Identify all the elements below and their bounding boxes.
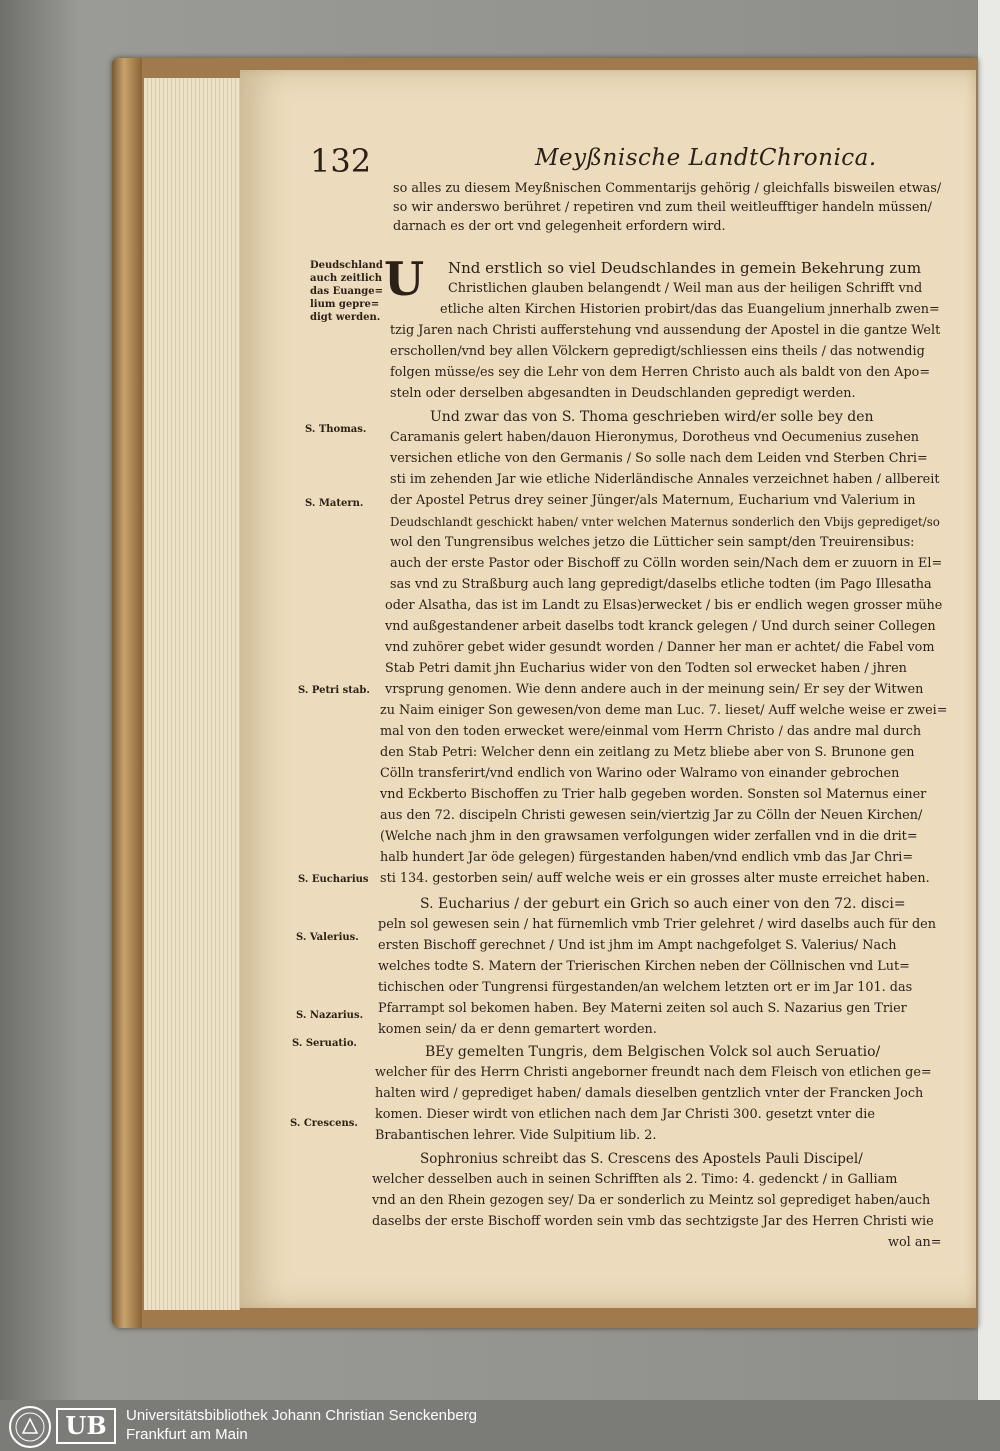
library-footer bbox=[0, 1400, 1000, 1451]
text-line: vnd Eckberto Bischoffen zu Trier halb gegeben worden. Sonsten sol Maternus einer bbox=[380, 787, 927, 802]
page-edges bbox=[144, 78, 240, 1310]
text-line: vnd außgestandener arbeit daselbs todt kranck gelegen / Und durch seiner Collegen bbox=[385, 619, 936, 634]
running-title: Meyßnische LandtChronica. bbox=[535, 145, 877, 171]
text-line: oder Alsatha, das ist im Landt zu Elsas)erwecket / bis er endlich wegen grosser mühe bbox=[385, 598, 943, 613]
text-line: welcher desselben auch in seinen Schrifften als 2. Timo: 4. gedenckt / in Galliam bbox=[372, 1172, 898, 1187]
margin-note: S. Nazarius. bbox=[296, 1010, 364, 1021]
text-line: welcher für des Herrn Christi angeborner freundt nach dem Fleisch von etlichen ge= bbox=[375, 1065, 932, 1080]
text-line: mal von den toden erwecket were/einmal vom Herrn Christo / das andre mal durch bbox=[380, 724, 922, 739]
margin-note: S. Matern. bbox=[305, 498, 364, 509]
text-line: Sophronius schreibt das S. Crescens des Apostels Pauli Discipel/ bbox=[420, 1151, 863, 1167]
text-line: sti im zehenden Jar wie etliche Niderländische Annales verzeichnet haben / allbereit bbox=[390, 472, 940, 487]
margin-note: S. Eucharius bbox=[298, 874, 369, 885]
margin-note: das Euange= bbox=[310, 286, 383, 297]
footer-city: Frankfurt am Main bbox=[126, 1426, 248, 1443]
text-line: Stab Petri damit jhn Eucharius wider von den Todten sol erwecket haben / jhren bbox=[385, 661, 907, 676]
text-line: erschollen/vnd bey allen Völckern gepredigt/schliessen eins theils / das notwendig bbox=[390, 344, 925, 359]
text-line: aus den 72. discipeln Christi gewesen sein/viertzig Jar zu Cölln der Neuen Kirchen/ bbox=[380, 808, 923, 823]
library-seal-icon bbox=[8, 1405, 52, 1449]
text-line: Deudschlandt geschickt haben/ vnter welchen Maternus sonderlich den Vbijs geprediget/so bbox=[390, 515, 940, 529]
text-line: Brabantischen lehrer. Vide Sulpitium lib. 2. bbox=[375, 1128, 657, 1143]
margin-note: S. Crescens. bbox=[290, 1118, 358, 1129]
book-spine bbox=[112, 58, 142, 1328]
margin-note: lium gepre= bbox=[310, 299, 380, 310]
text-line: sti 134. gestorben sein/ auff welche weis er ein grosses alter muste erreichet haben. bbox=[380, 871, 930, 886]
margin-note: S. Thomas. bbox=[305, 424, 367, 435]
text-line: zu Naim einiger Son gewesen/von deme man Luc. 7. lieset/ Auff welche weise er zwei= bbox=[380, 703, 948, 718]
text-line: Und zwar das von S. Thoma geschrieben wird/er solle bey den bbox=[430, 409, 874, 425]
text-line: wol den Tungrensibus welches jetzo die Lütticher sein sampt/den Treuirensibus: bbox=[390, 535, 915, 550]
text-line: S. Eucharius / der geburt ein Grich so auch einer von den 72. disci= bbox=[420, 896, 906, 912]
text-line: ersten Bischoff gerechnet / Und ist jhm im Ampt nachgefolget S. Valerius/ Nach bbox=[378, 938, 897, 953]
text-line: Cölln transferirt/vnd endlich von Warino oder Walramo von einander gebrochen bbox=[380, 766, 900, 781]
text-line: so wir anderswo berühret / repetiren vnd zum theil weitleufftiger handeln müssen/ bbox=[393, 200, 932, 215]
text-line: folgen müsse/es sey die Lehr von dem Herren Christo auch als baldt von den Apo= bbox=[390, 365, 931, 380]
text-line: vrsprung genomen. Wie denn andere auch in der meinung sein/ Er sey der Witwen bbox=[385, 682, 924, 697]
text-line: vnd an den Rhein gezogen sey/ Da er sonderlich zu Meintz sol geprediget haben/auch bbox=[372, 1193, 931, 1208]
text-line: darnach es der ort vnd gelegenheit erfordern wird. bbox=[393, 219, 726, 234]
text-line: (Welche nach jhm in den grawsamen verfolgungen wider zerfallen vnd in die drit= bbox=[380, 829, 918, 844]
text-line: auch der erste Pastor oder Bischoff zu Cölln worden sein/Nach dem er zuuorn in El= bbox=[390, 556, 943, 571]
page-number: 132 bbox=[310, 142, 372, 180]
footer-institution: Universitätsbibliothek Johann Christian Senckenberg bbox=[126, 1407, 478, 1424]
text-line: welches todte S. Matern der Trierischen Kirchen neben der Cöllnischen vnd Lut= bbox=[378, 959, 910, 974]
text-line: tzig Jaren nach Christi aufferstehung vnd aussendung der Apostel in die gantze Welt bbox=[390, 323, 941, 338]
text-line: daselbs der erste Bischoff worden sein vmb das sechtzigste Jar des Herren Christi wie bbox=[372, 1214, 934, 1229]
text-line: versichen etliche von den Germanis / So solle nach dem Leiden vnd Sterben Chri= bbox=[390, 451, 928, 466]
margin-note: S. Petri stab. bbox=[298, 685, 370, 696]
text-line: steln oder derselben abgesandten in Deudschlanden gepredigt werden. bbox=[390, 386, 856, 401]
text-line: BEy gemelten Tungris, dem Belgischen Volck sol auch Seruatio/ bbox=[425, 1044, 881, 1060]
margin-note: Deudschland bbox=[310, 260, 383, 271]
text-line: Christlichen glauben belangendt / Weil man aus der heiligen Schrifft vnd bbox=[448, 281, 923, 296]
text-line: den Stab Petri: Welcher denn ein zeitlang zu Metz bliebe aber von S. Brunone gen bbox=[380, 745, 915, 760]
text-line: etliche alten Kirchen Historien probirt/das das Euangelium jnnerhalb zwen= bbox=[440, 302, 940, 317]
text-line: halb hundert Jar öde gelegen) fürgestanden haben/vnd endlich vmb das Jar Chri= bbox=[380, 850, 914, 865]
ub-logo: UB bbox=[56, 1408, 116, 1444]
text-line: halten wird / geprediget haben/ damals dieselben gentzlich vnter der Francken Joch bbox=[375, 1086, 924, 1101]
drop-initial: U bbox=[384, 252, 425, 306]
margin-note: auch zeitlich bbox=[310, 273, 383, 284]
scan-right-margin bbox=[978, 0, 1000, 1400]
text-line: der Apostel Petrus drey seiner Jünger/als Maternum, Eucharium vnd Valerium in bbox=[390, 493, 916, 508]
text-line: Caramanis gelert haben/dauon Hieronymus, Dorotheus vnd Oecumenius zusehen bbox=[390, 430, 920, 445]
text-line: sas vnd zu Straßburg auch lang gepredigt/daselbs etliche todten (im Pago Illesatha bbox=[390, 577, 932, 592]
text-line: peln sol gewesen sein / hat fürnemlich vmb Trier gelehret / wird daselbs auch für den bbox=[378, 917, 936, 932]
text-line: Nnd erstlich so viel Deudschlandes in gemein Bekehrung zum bbox=[448, 259, 922, 277]
text-line: komen sein/ da er denn gemartert worden. bbox=[378, 1022, 657, 1037]
text-line: komen. Dieser wirdt von etlichen nach dem Jar Christi 300. gesetzt vnter die bbox=[375, 1107, 875, 1122]
text-line: wol an= bbox=[888, 1235, 942, 1250]
margin-note: S. Seruatio. bbox=[292, 1038, 357, 1049]
text-line: tichischen oder Tungrensi fürgestanden/an welchem letzten ort er im Jar 101. das bbox=[378, 980, 913, 995]
text-line: vnd zuhörer gebet wider gesundt worden / Danner her man er achtet/ die Fabel vom bbox=[385, 640, 935, 655]
text-line: so alles zu diesem Meyßnischen Commentarijs gehörig / gleichfalls bisweilen etwas/ bbox=[393, 181, 942, 196]
text-line: Pfarrampt sol bekomen haben. Bey Materni zeiten sol auch S. Nazarius gen Trier bbox=[378, 1001, 907, 1016]
margin-note: S. Valerius. bbox=[296, 932, 359, 943]
margin-note: digt werden. bbox=[310, 312, 381, 323]
